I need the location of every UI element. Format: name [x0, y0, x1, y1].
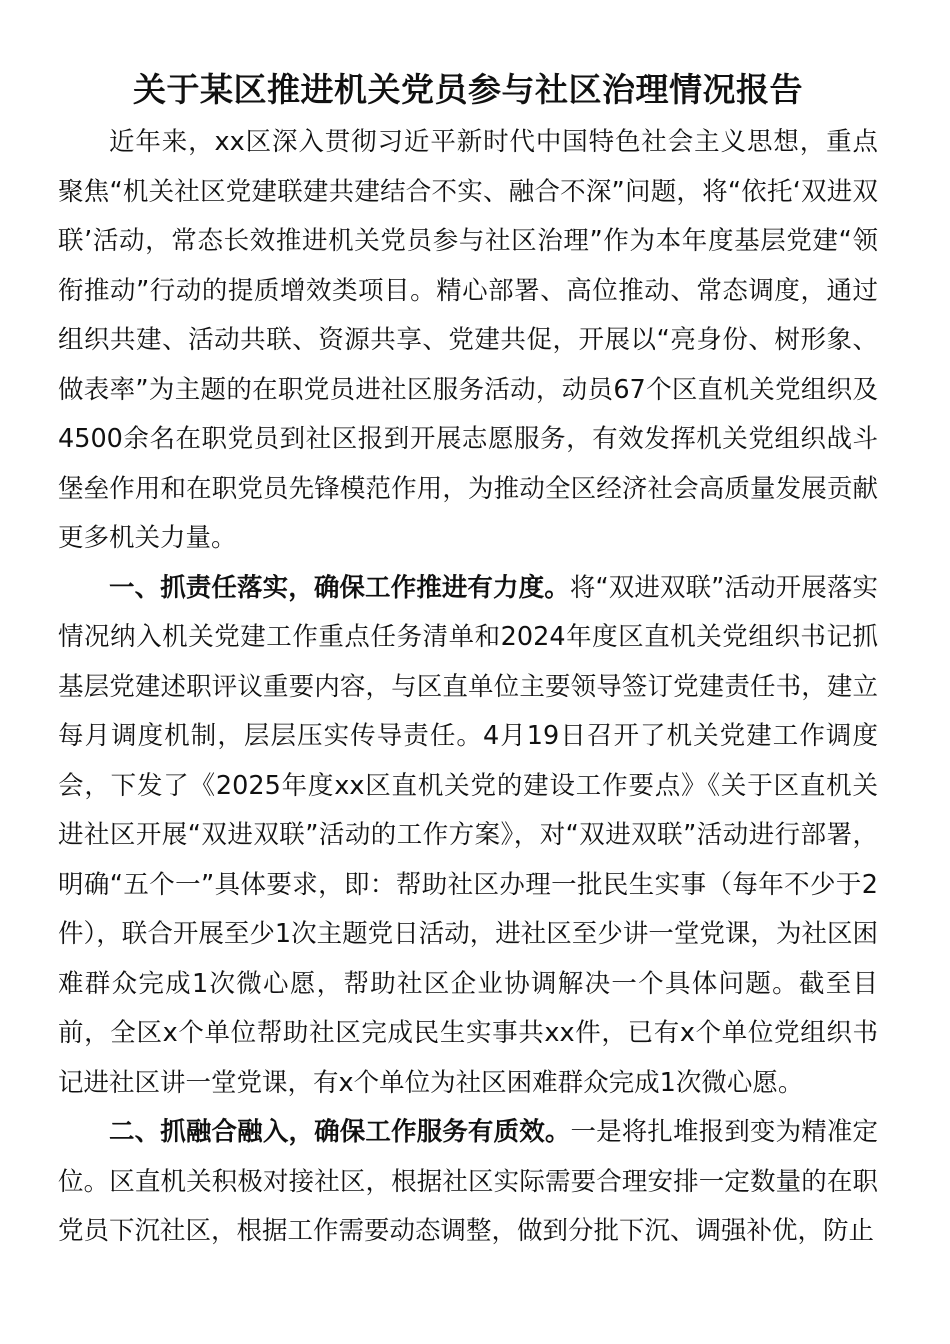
- section-2-paragraph: [58, 1108, 878, 1257]
- document-title: 关于某区推进机关党员参与社区治理情况报告: [133, 70, 803, 109]
- section-2-body: 一是将扎堆报到变为精准定位。区直机关积极对接社区，根据社区实际需要合理安排一定数量的在职党员下沉社区，根据工作需要动态调整，做到分批下沉、调强补优，防止: [58, 1117, 878, 1246]
- section-1-heading: 一、抓责任落实，确保工作推进有力度。: [109, 572, 570, 603]
- section-2-heading: 二、抓融合融入，确保工作服务有质效。: [109, 1117, 571, 1147]
- section-1-paragraph: [58, 564, 878, 1109]
- intro-paragraph: 近年来，xx区深入贯彻习近平新时代中国特色社会主义思想，重点聚焦“机关社区党建联建共建结合不实、融合不深”问题，将“依托‘双进双联’活动，常态长效推进机关党员参与社区治理”作为本年度基层党建“领衔推动”行动的提质增效类项目。精心部署、高位推动、常态调度，通过组织共建、活动共联、资源共享、党建共促，开展以“亮身份、树形象、做表率”为主题的在职党员进社区服务活动，动员67个区直机关党组织及4500余名在职党员到社区报到开展志愿服务，有效发挥机关党组织战斗堡垒作用和在职党员先锋模范作用，为推动全区经济社会高质量发展贡献更多机关力量。: [58, 127, 878, 553]
- section-1-body: 将“双进双联”活动开展落实情况纳入机关党建工作重点任务清单和2024年度区直机关党组织书记抓基层党建述职评议重要内容，与区直单位主要领导签订党建责任书，建立每月调度机制，层层压实传导责任。4月19日召开了机关党建工作调度会，下发了《2025年度xx区直机关党的建设工作要点》《关于区直机关进社区开展“双进双联”活动的工作方案》，对“双进双联”活动进行部署，明确“五个一”具体要求，即：帮助社区办理一批民生实事（每年不少于2件），联合开展至少1次主题党日活动，进社区至少讲一堂党课，为社区困难群众完成1次微心愿，帮助社区企业协调解决一个具体问题。截至目前，全区x个单位帮助社区完成民生实事共xx件，已有x个单位党组织书记进社区讲一堂党课，有x个单位为社区困难群众完成1次微心愿。: [58, 572, 878, 1098]
